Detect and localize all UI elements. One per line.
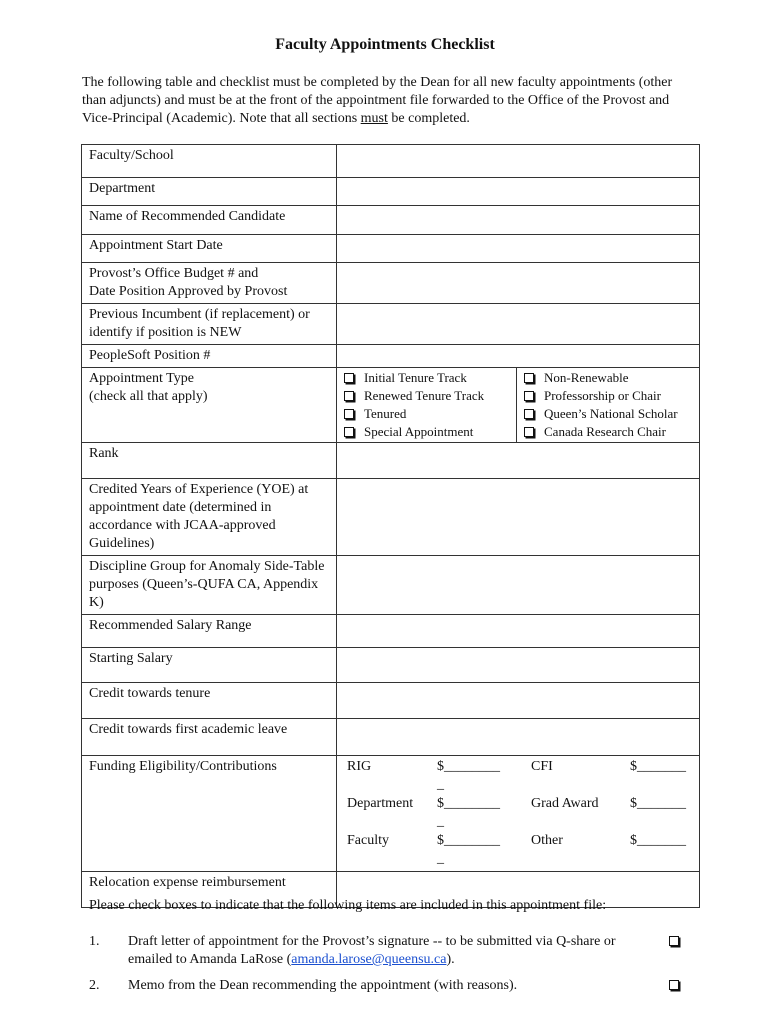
label-relocation: Relocation expense reimbursement [82, 872, 337, 908]
option-label: Renewed Tenure Track [364, 388, 485, 403]
appointment-form-table [81, 144, 700, 908]
checkbox-icon[interactable] [524, 427, 534, 437]
label-discipline: Discipline Group for Anomaly Side-Table purposes (Queen’s-QUFA CA, Appendix K) [82, 556, 337, 615]
label-faculty-school: Faculty/School [82, 145, 337, 178]
option-canada-research-chair[interactable] [524, 423, 692, 441]
label-appt-line1: Appointment Type [89, 371, 194, 386]
field-credit-leave[interactable] [337, 719, 700, 756]
option-label: Professorship or Chair [544, 388, 661, 403]
label-start-date: Appointment Start Date [82, 235, 337, 263]
label-budget-line2: Date Position Approved by Provost [89, 284, 288, 299]
option-label: Initial Tenure Track [364, 370, 467, 385]
label-credit-leave: Credit towards first academic leave [82, 719, 337, 756]
label-incumbent: Previous Incumbent (if replacement) or identify if position is NEW [82, 304, 337, 345]
label-rank: Rank [82, 443, 337, 479]
field-faculty-school[interactable] [337, 145, 700, 178]
funding-blank[interactable]: $_______ [630, 796, 686, 811]
label-appointment-type [82, 368, 337, 443]
funding-label: Faculty [347, 833, 389, 848]
option-queens-national-scholar[interactable] [524, 405, 692, 423]
option-tenured[interactable] [344, 405, 509, 423]
funding-blank[interactable]: $_______ [630, 759, 686, 774]
label-department: Department [82, 178, 337, 206]
checkbox-icon[interactable] [344, 427, 354, 437]
funding-label: Other [531, 833, 563, 848]
field-yoe[interactable] [337, 479, 700, 556]
email-link[interactable]: amanda.larose@queensu.ca [291, 952, 447, 967]
field-department[interactable] [337, 178, 700, 206]
field-credit-tenure[interactable] [337, 683, 700, 719]
field-candidate[interactable] [337, 206, 700, 235]
option-special-appointment[interactable] [344, 423, 509, 441]
option-label: Non-Renewable [544, 370, 629, 385]
option-non-renewable[interactable] [524, 369, 692, 387]
page-title: Faculty Appointments Checklist [275, 36, 495, 53]
checklist-intro: Please check boxes to indicate that the following items are included in this appointment file: [89, 898, 607, 913]
funding-label: CFI [531, 759, 553, 774]
appt-options-right [517, 368, 700, 442]
funding-label: Grad Award [531, 796, 599, 811]
checkbox-icon[interactable] [524, 373, 534, 383]
funding-blank[interactable]: $_______ [630, 833, 686, 848]
funding-blank[interactable]: $________ _ [437, 796, 500, 829]
funding-blank[interactable]: $________ _ [437, 759, 500, 792]
intro-text: The following table and checklist must be completed by the Dean for all new faculty appointments (other than adjuncts) and must be at the front of the appointment file forwarded to the Office of the Provost and Vice-Principal (Academic). Note that all sections [82, 75, 673, 126]
intro-emphasis: must [360, 111, 388, 126]
field-start-date[interactable] [337, 235, 700, 263]
funding-grid [337, 756, 700, 872]
item-text [128, 933, 648, 969]
field-discipline[interactable] [337, 556, 700, 615]
label-salary-range: Recommended Salary Range [82, 615, 337, 648]
checkbox-icon[interactable] [344, 409, 354, 419]
label-budget [82, 263, 337, 304]
item-number: 1. [89, 934, 100, 949]
field-starting-salary[interactable] [337, 648, 700, 683]
checkbox-icon[interactable] [669, 936, 679, 946]
label-budget-line1: Provost’s Office Budget # and [89, 266, 259, 281]
funding-label: Department [347, 796, 414, 811]
option-label: Tenured [364, 406, 407, 421]
option-label: Canada Research Chair [544, 424, 667, 439]
checkbox-icon[interactable] [344, 391, 354, 401]
checklist-item [89, 933, 689, 973]
field-rank[interactable] [337, 443, 700, 479]
field-salary-range[interactable] [337, 615, 700, 648]
checkbox-icon[interactable] [344, 373, 354, 383]
label-peoplesoft: PeopleSoft Position # [82, 345, 337, 368]
appointment-type-options [337, 368, 700, 443]
option-label: Special Appointment [364, 424, 474, 439]
option-label: Queen’s National Scholar [544, 406, 678, 421]
label-starting-salary: Starting Salary [82, 648, 337, 683]
intro-paragraph [82, 74, 692, 128]
intro-text-end: be completed. [387, 111, 470, 126]
funding-label: RIG [347, 759, 372, 774]
checkbox-icon[interactable] [524, 409, 534, 419]
label-funding: Funding Eligibility/Contributions [82, 756, 337, 872]
field-incumbent[interactable] [337, 304, 700, 345]
item-text-end: ). [446, 952, 455, 967]
label-credit-tenure: Credit towards tenure [82, 683, 337, 719]
label-candidate: Name of Recommended Candidate [82, 206, 337, 235]
checkbox-icon[interactable] [524, 391, 534, 401]
funding-blank[interactable]: $________ _ [437, 833, 500, 866]
field-peoplesoft[interactable] [337, 345, 700, 368]
item-text: Memo from the Dean recommending the appointment (with reasons). [128, 978, 518, 993]
checkbox-icon[interactable] [669, 980, 679, 990]
option-initial-tenure-track[interactable] [344, 369, 509, 387]
label-yoe: Credited Years of Experience (YOE) at appointment date (determined in accordance with JCAA-approved Guidelines) [82, 479, 337, 556]
label-appt-line2: (check all that apply) [89, 389, 208, 404]
option-renewed-tenure-track[interactable] [344, 387, 509, 405]
appt-options-left [337, 368, 517, 442]
item-number: 2. [89, 978, 100, 993]
field-budget[interactable] [337, 263, 700, 304]
option-professorship-chair[interactable] [524, 387, 692, 405]
checklist-item [89, 977, 689, 997]
item-text-start: Draft letter of appointment for the Provost’s signature -- to be submitted via Q-share or emailed to Amanda LaRose ( [128, 934, 616, 967]
